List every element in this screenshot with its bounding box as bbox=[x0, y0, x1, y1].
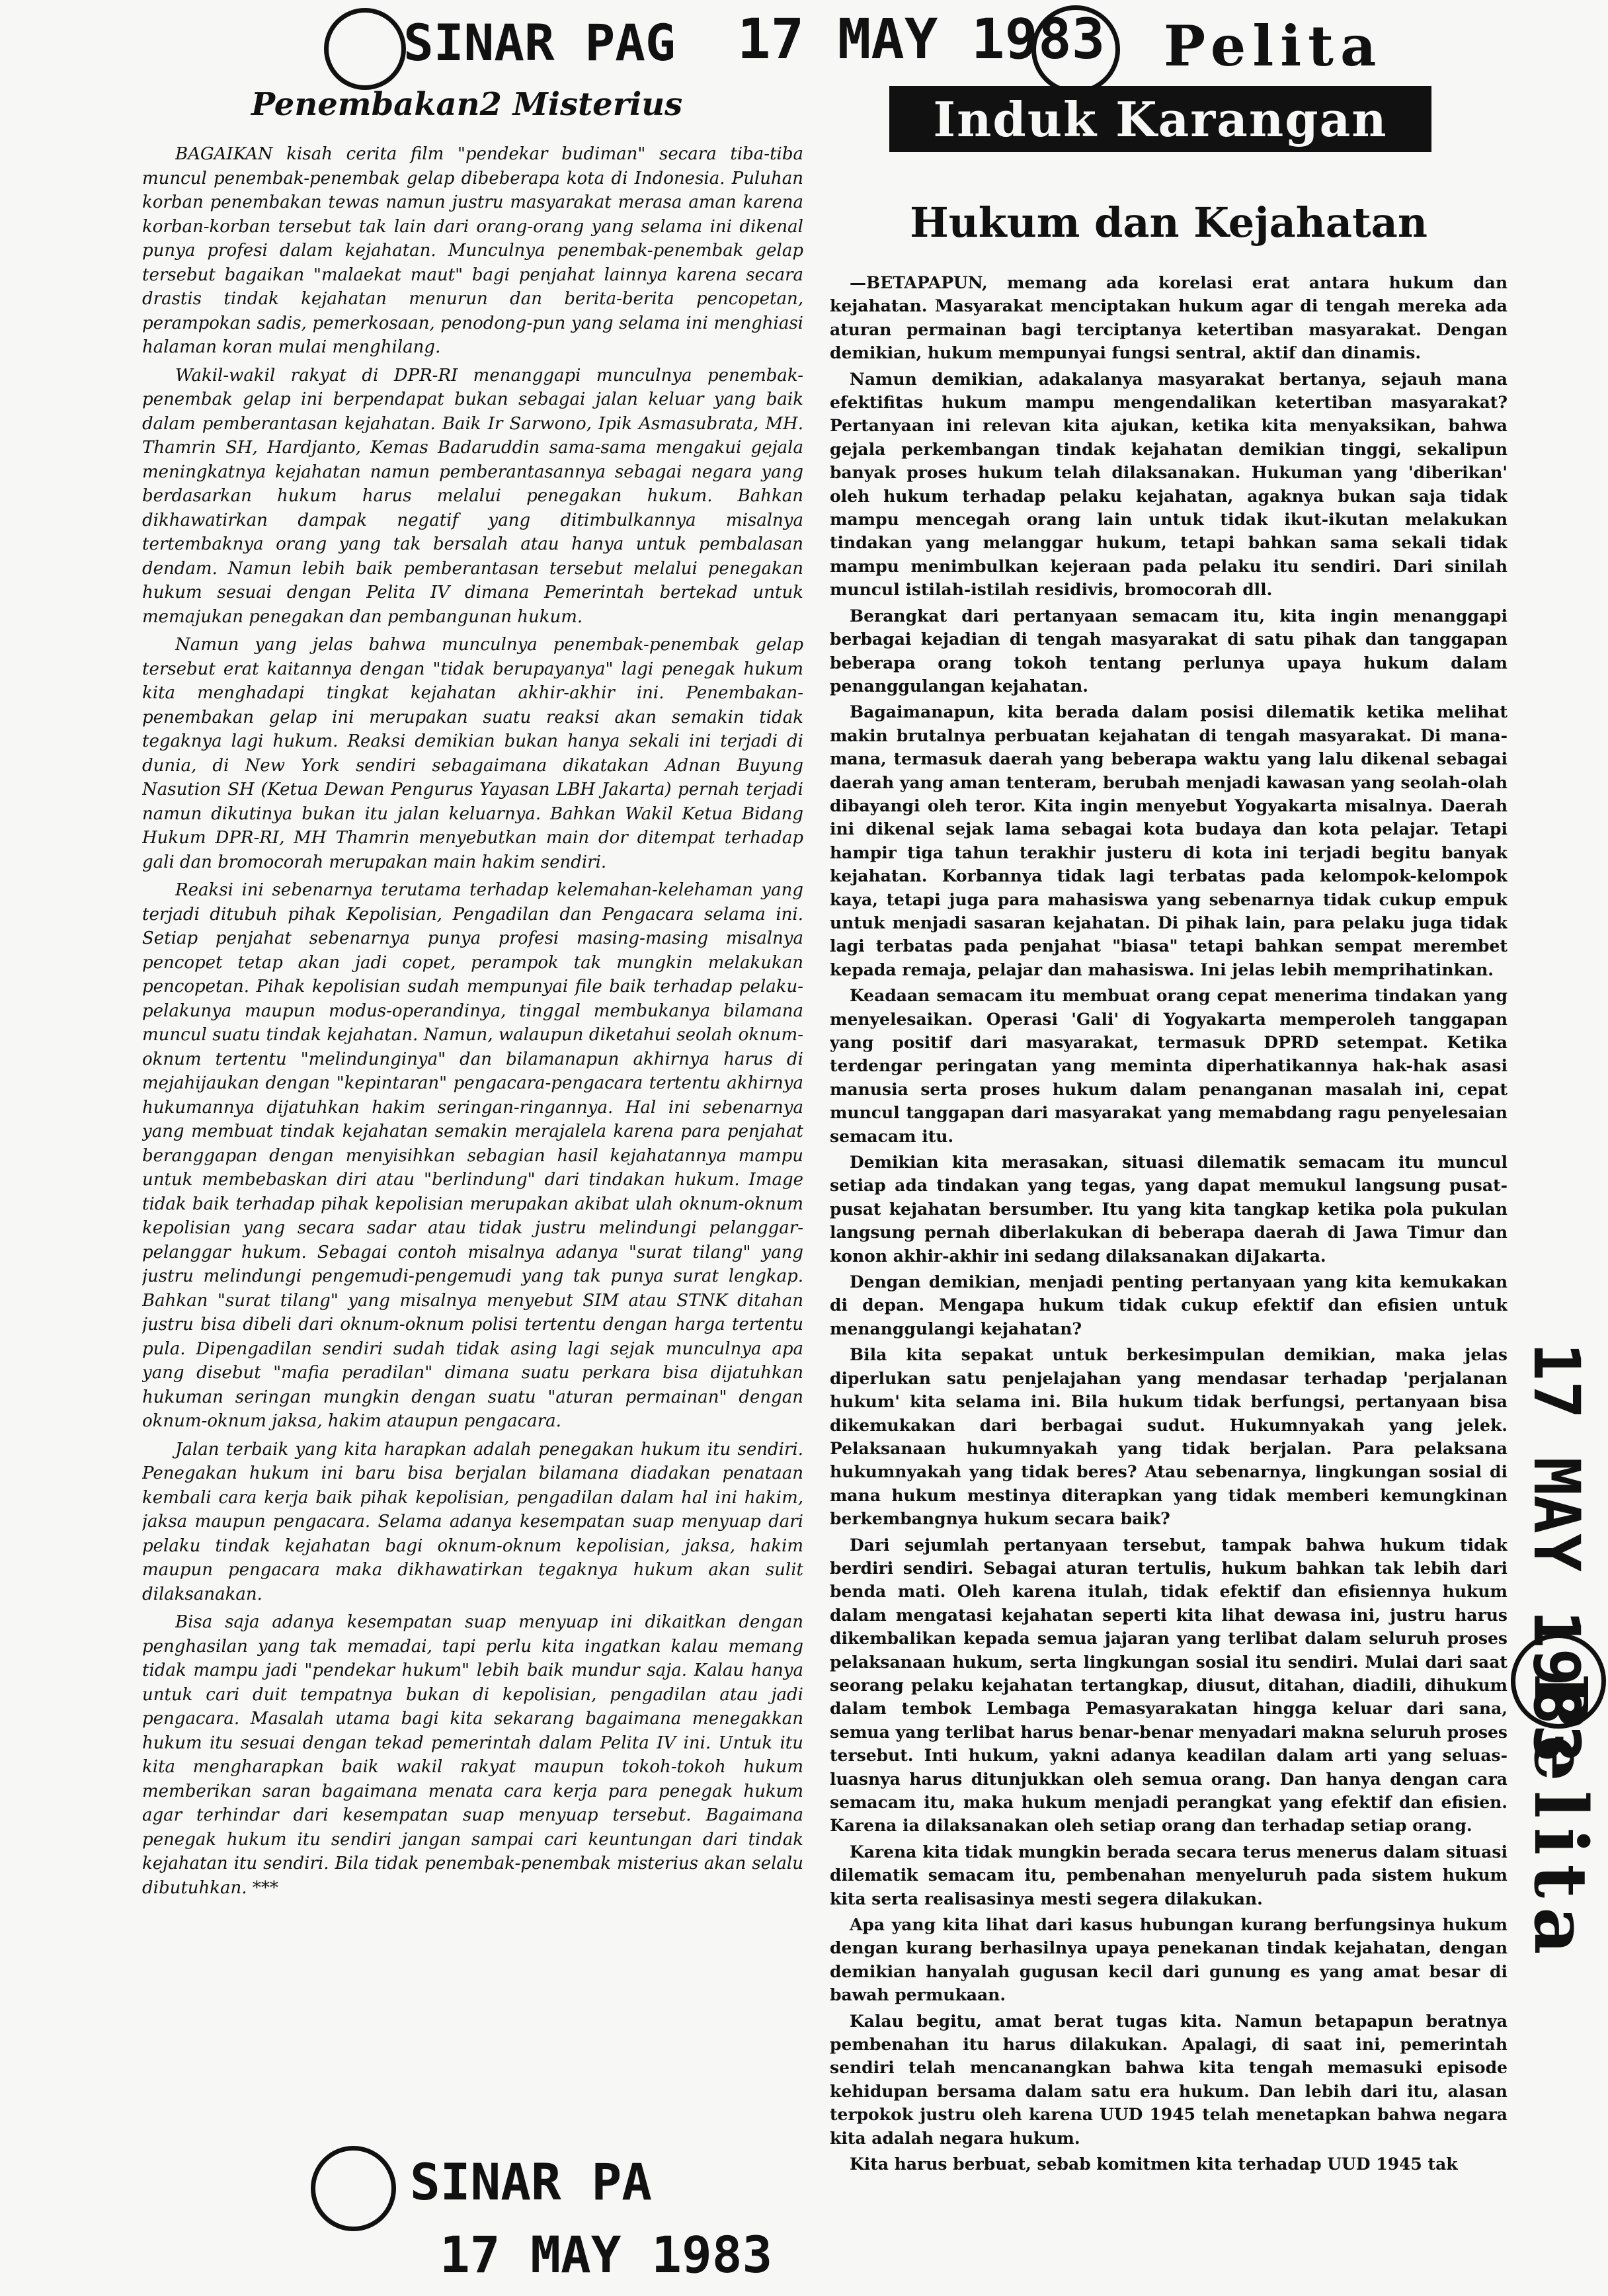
left-paragraph: BAGAIKAN kisah cerita film "pendekar budiman" secara tiba-tiba muncul penembak-penembak gelap dibeberapa kota di Indonesia. Puluhan korban penembakan tewas namun justru masyarakat merasa aman karena korban-korban tersebut tak lain dari orang-orang yang selama ini dikenal punya profesi dalam kejahatan. Munculnya penembak-penembak gelap tersebut bagaikan "malaekat maut" bagi penjahat lainnya karena secara drastis tindak kejahatan menurun dan berita-berita pencopetan, perampokan sadis, pemerkosaan, penodong-pun yang selama ini menghiasi halaman koran mulai menghilang. bbox=[142, 144, 803, 357]
left-article-body bbox=[142, 142, 803, 2133]
left-paragraph: Wakil-wakil rakyat di DPR-RI menanggapi munculnya penembak-penembak gelap ini berpendapat bukan sebagai jalan keluar yang baik dalam pemberantasan kejahatan. Baik Ir Sarwono, Ipik Asmasubrata, MH. Thamrin SH, Hardjanto, Kemas Badaruddin sama-sama mengakui gejala meningkatnya kejahatan namun pemberantasannya sebagai negara yang berdasarkan hukum harus melalui penegakan hukum. Bahkan dikhawatirkan dampak negatif yang ditimbulkannya misalnya tertembaknya orang yang tak bersalah atau hanya untuk pembalasan dendam. Namun lebih baik pemberantasan tersebut melalui penegakan hukum sesuai dengan Pelita IV dimana Pemerintah bertekad untuk memajukan penegakan dan pembangunan hukum. bbox=[142, 365, 803, 627]
stamp-logo-top-right bbox=[1031, 5, 1120, 94]
right-article-body bbox=[830, 271, 1508, 2288]
right-paragraph: Karena kita tidak mungkin berada secara terus menerus dalam situasi dilematik semacam itu, pembenahan menyeluruh pada sistem hukum kita serta realisasinya mesti segera dilakukan. bbox=[830, 1842, 1508, 1908]
right-paragraph: Apa yang kita lihat dari kasus hubungan kurang berfungsinya hukum dengan kurang berhasilnya upaya penekanan tindak kejahatan, dengan demikian hanyalah gugusan kecil dari gunung es yang amat besar di bawah permukaan. bbox=[830, 1915, 1508, 2005]
header-source-left: SINAR PAG bbox=[403, 13, 676, 72]
stamp-logo-top-left bbox=[324, 8, 406, 90]
right-paragraph: Namun demikian, adakalanya masyarakat bertanya, sejauh mana efektifitas hukum mampu mengendalikan ketertiban masyarakat? Pertanyaan ini relevan kita ajukan, ketika kita menyaksikan, bahwa gejala perkembangan tindak kejahatan demikian tinggi, sekalipun banyak proses hukum telah dilaksanakan. Hukuman yang 'diberikan' oleh hukum terhadap pelaku kejahatan, agaknya bukan saja tidak mampu mencegah orang lain untuk tidak ikut-ikutan melakukan tindakan yang melanggar hukum, tetapi bahkan sama sekali tidak mampu menimbulkan kejeraan pada pelaku itu sendiri. Dari sinilah muncul istilah-istilah residivis, bromocorah dll. bbox=[830, 369, 1508, 600]
right-paragraph: Bagaimanapun, kita berada dalam posisi dilematik ketika melihat makin brutalnya perbuatan kejahatan di tengah masyarakat. Di mana-mana, termasuk daerah yang beberapa waktu yang lalu dikenal sebagai daerah yang aman tenteram, berubah menjadi kawasan yang seolah-olah dibayangi oleh teror. Kita ingin menyebut Yogyakarta misalnya. Daerah ini dikenal sejak lama sebagai kota budaya dan kota pelajar. Tetapi hampir tiga tahun terakhir justeru di kota ini terjadi begitu banyak kejahatan. Korbannya tidak lagi terbatas pada kelompok-kelompok kaya, tetapi juga para mahasiswa yang sebenarnya tidak cukup empuk untuk menjadi sasaran kejahatan. Di pihak lain, para pelaku juga tidak lagi terbatas pada penjahat "biasa" tetapi bahkan sempat merembet kepada remaja, pelajar dan mahasiswa. Ini jelas lebih memprihatinkan. bbox=[830, 702, 1508, 979]
header-date: 17 MAY 1983 bbox=[737, 7, 1106, 71]
left-paragraph: Namun yang jelas bahwa munculnya penembak-penembak gelap tersebut erat kaitannya dengan "tidak berupayanya" lagi penegak hukum kita menghadapi tingkat kejahatan akhir-akhir ini. Penembakan-penembakan gelap ini merupakan suatu reaksi akan semakin tidak tegaknya lagi hukum. Reaksi demikian bukan hanya sekali ini terjadi di dunia, di New York sendiri sebagaimana dikatakan Adnan Buyung Nasution SH (Ketua Dewan Pengurus Yayasan LBH Jakarta) pernah terjadi namun dikutinya bukan itu jalan keluarnya. Bahkan Wakil Ketua Bidang Hukum DPR-RI, MH Thamrin menyebutkan main dor ditempat terhadap gali dan bromocorah merupakan main hakim sendiri. bbox=[142, 635, 803, 872]
header-source-right: Pelita bbox=[1164, 13, 1383, 79]
bottom-stamp-source: SINAR PA bbox=[410, 2152, 653, 2211]
right-paragraph: Berangkat dari pertanyaan semacam itu, kita ingin menanggapi berbagai kejadian di tengah masyarakat di satu pihak dan tanggapan beberapa orang tokoh tentang perlunya upaya hukum dalam penanggulangan kejahatan. bbox=[830, 606, 1508, 696]
left-paragraph: Bisa saja adanya kesempatan suap menyuap ini dikaitkan dengan penghasilan yang tak memadai, tapi perlu kita ingatkan kalau memang tidak mampu jadi "pendekar hukum" lebih baik mundur saja. Kalau hanya untuk cari duit tempatnya bukan di kepolisian, pengadilan atau jadi pengacara. Masalah utama bagi kita sekarang bagaimana menegakkan hukum itu sesuai dengan tekad pemerintah dalam Pelita IV ini. Untuk itu kita mengharapkan baik wakil rakyat maupun tokoh-tokoh hukum memberikan saran bagaimana menata cara kerja para penegak hukum agar terhindar dari kesempatan suap menyuap tersebut. Bagaimana penegak hukum itu sendiri jangan sampai cari keuntungan dari tindak kejahatan itu sendiri. Bila tidak penembak-penembak misterius akan selalu dibutuhkan. *** bbox=[142, 1612, 803, 1898]
side-stamp-source: Pelita bbox=[1518, 1673, 1603, 1964]
right-paragraph: Kita harus berbuat, sebab komitmen kita terhadap UUD 1945 tak bbox=[850, 2154, 1458, 2174]
left-article-title: Penembakan2 Misterius bbox=[251, 86, 683, 123]
right-paragraph: Kalau begitu, amat berat tugas kita. Namun betapapun beratnya pembenahan itu harus dilakukan. Apalagi, di saat ini, pemerintah sendiri telah mencanangkan bahwa kita tengah memasuki episode kehidupan bersama dalam satu era hukum. Dan lebih dari itu, alasan terpokok justru oleh karena UUD 1945 telah menetapkan bahwa negara kita adalah negara hukum. bbox=[830, 2011, 1508, 2148]
right-article-title: Hukum dan Kejahatan bbox=[910, 198, 1427, 247]
right-paragraph: Demikian kita merasakan, situasi dilematik semacam itu muncul setiap ada tindakan yang tegas, yang dapat memukul langsung pusat-pusat kejahatan bersumber. Itu yang kita tangkap ketika pola pukulan langsung pernah diberlakukan di beberapa daerah di Jawa Timur dan konon akhir-akhir ini sedang dilaksanakan diJakarta. bbox=[830, 1153, 1508, 1266]
right-paragraph: Dengan demikian, menjadi penting pertanyaan yang kita kemukakan di depan. Mengapa hukum tidak cukup efektif dan efisien untuk menanggulangi kejahatan? bbox=[830, 1272, 1508, 1338]
right-paragraph: Keadaan semacam itu membuat orang cepat menerima tindakan yang menyelesaikan. Operasi 'Gali' di Yogyakarta memperoleh tanggapan yang positif dari masyarakat, termasuk DPRD setempat. Ketika terdengar peringatan yang meminta diperhatikannya hak-hak asasi manusia serta proses hukum dalam penanganan masalah ini, cepat muncul tanggapan dari masyarakat yang memabdang ragu penyelesaian semacam itu. bbox=[830, 986, 1508, 1146]
bottom-stamp-date: 17 MAY 1983 bbox=[440, 2225, 773, 2284]
right-paragraph: Bila kita sepakat untuk berkesimpulan demikian, maka jelas diperlukan satu penjelajahan yang mendasar terhadap 'perjalanan hukum' kita selama ini. Bila hukum tidak berfungsi, pertanyaan bisa dikemukakan dari berbagai sudut. Hukumnyakah yang jelek. Pelaksanaan hukumnyakah yang tidak berjalan. Para pelaksana hukumnyakah yang tidak beres? Atau sebenarnya, lingkungan sosial di mana hukum mestinya diterapkan yang tidak memberi kemungkinan berkembangnya hukum secara baik? bbox=[830, 1345, 1508, 1529]
side-stamp-date: 17 MAY 1983 bbox=[1519, 1342, 1593, 1763]
stamp-logo-bottom bbox=[311, 2146, 396, 2231]
editorial-banner-text: Induk Karangan bbox=[933, 91, 1388, 147]
left-paragraph: Jalan terbaik yang kita harapkan adalah penegakan hukum itu sendiri. Penegakan hukum ini baru bisa berjalan bilamana diadakan penataan kembali cara kerja baik pihak kepolisian, pengadilan dalam hal ini hakim, jaksa maupun pengacara. Selama adanya kesempatan suap menyuap dari pelaku tindak kejahatan bagi oknum-oknum kepolisian, jaksa, hakim maupun pengacara maka dikhawatirkan tegaknya hukum akan sulit dilaksanakan. bbox=[142, 1439, 803, 1604]
right-paragraph: Dari sejumlah pertanyaan tersebut, tampak bahwa hukum tidak berdiri sendiri. Sebagai aturan tertulis, hukum bahkan tak lebih dari benda mati. Oleh karena itulah, tidak efektif dan efisiennya hukum dalam mengatasi kejahatan seperti kita lihat dewasa ini, justru harus dikembalikan kepada semua jajaran yang terlibat dalam seluruh proses pelaksanaan hukum, serta lingkungan sosial itu sendiri. Mulai dari saat seorang pelaku kejahatan tertangkap, diusut, ditahan, diadili, dihukum dalam tembok Lembaga Pemasyarakatan hingga keluar dari sana, semua yang terlibat harus benar-benar menyadari makna seluruh proses tersebut. Inti hukum, yakni adanya keadilan dalam arti yang seluas-luasnya harus ditunjukkan oleh semua orang. Dan hanya dengan cara semacam itu, maka hukum menjadi perangkat yang efektif dan efisien. Karena ia dilaksanakan oleh setiap orang dan terhadap setiap orang. bbox=[830, 1535, 1508, 1836]
editorial-banner bbox=[889, 86, 1431, 152]
left-paragraph: Reaksi ini sebenarnya terutama terhadap kelemahan-kelehaman yang terjadi ditubuh pihak Kepolisian, Pengadilan dan Pengacara selama ini. Setiap penjahat sebenarnya punya profesi masing-masing misalnya pencopet tetap akan jadi copet, perampok tak mungkin melakukan pencopetan. Pihak kepolisian sudah mempunyai file baik terhadap pelaku-pelakunya maupun modus-operandinya, tinggal membukanya bilamana muncul suatu tindak kejahatan. Namun, walaupun diketahui seolah oknum-oknum tertentu "melindunginya" dan bilamanapun akhirnya harus di mejahijaukan dengan "kepintaran" pengacara-pengacara tertentu akhirnya hukumannya dijatuhkan hakim seringan-ringannya. Hal ini sebenarnya yang membuat tindak kejahatan semakin merajalela karena para penjahat beranggapan dengan menyisihkan sebagian hasil kejahatannya mampu untuk membebaskan diri atau "berlindung" dari tindakan hukum. Image tidak baik terhadap pihak kepolisian merupakan akibat ulah oknum-oknum kepolisian yang secara sadar atau tidak justru melindungi pelanggar-pelanggar hukum. Sebagai contoh misalnya adanya "surat tilang" yang justru melindungi pengemudi-pengemudi yang tak punya surat lengkap. Bahkan "surat tilang" yang misalnya menyebut SIM atau STNK ditahan justru bisa dibeli dari oknum-oknum polisi tertentu dengan harga tertentu pula. Dipengadilan sendiri sudah tidak asing lagi sejak munculnya apa yang disebut "mafia peradilan" dimana suatu perkara bisa dijatuhkan hukuman seringan mungkin dengan suatu "aturan permainan" dengan oknum-oknum jaksa, hakim ataupun pengacara. bbox=[142, 880, 803, 1431]
right-paragraph: —BETAPAPUN, memang ada korelasi erat antara hukum dan kejahatan. Masyarakat menciptakan hukum agar di tengah mereka ada aturan permainan bagi terciptanya ketertiban masyarakat. Dengan demikian, hukum mempunyai fungsi sentral, aktif dan dinamis. bbox=[830, 273, 1508, 363]
